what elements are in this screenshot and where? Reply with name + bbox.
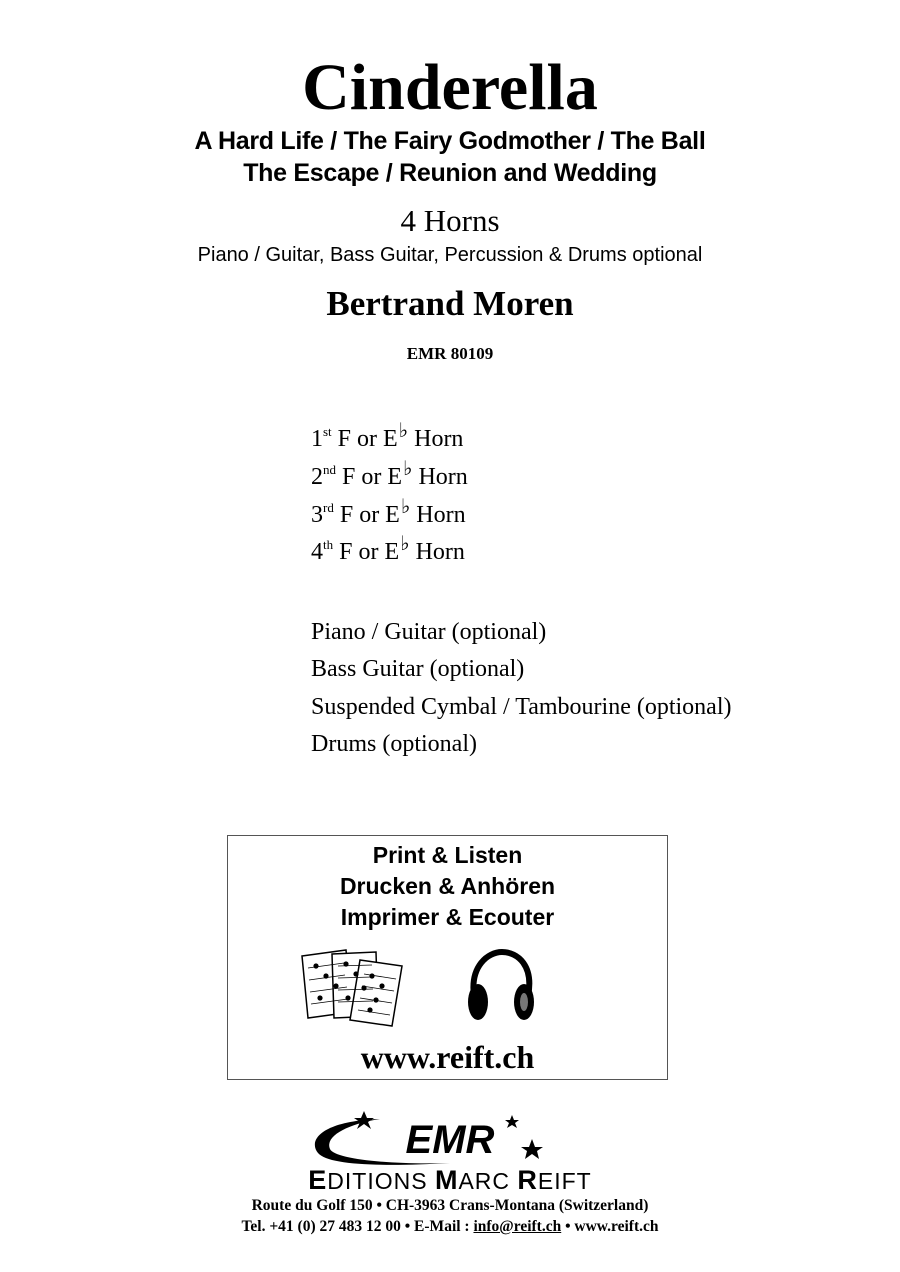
promo-line-3: Imprimer & Ecouter — [340, 904, 555, 930]
title: Cinderella — [302, 51, 598, 124]
part-instrument: Horn — [416, 502, 466, 528]
email-link[interactable]: info@reift.ch — [473, 1218, 562, 1235]
part-instrument: Horn — [414, 426, 464, 452]
part-ordinal: rd — [323, 500, 334, 515]
part-key: F or E — [342, 464, 402, 490]
promo-line-1: Print & Listen — [372, 842, 523, 868]
part-2 — [311, 458, 468, 492]
part-key: F or E — [339, 539, 400, 565]
emr-logo — [300, 1107, 600, 1169]
optional-part-1: Piano / Guitar (optional) — [311, 619, 547, 645]
part-key: F or E — [339, 502, 400, 528]
promo-url[interactable]: www.reift.ch — [360, 1039, 535, 1075]
catalog-number: EMR 80109 — [406, 344, 494, 363]
website-link[interactable]: • www.reift.ch — [561, 1218, 659, 1235]
headphones-icon — [464, 946, 538, 1028]
promo-line-2: Drucken & Anhören — [339, 873, 556, 899]
part-ordinal: st — [323, 424, 332, 439]
emr-logo-text: EMR — [405, 1118, 495, 1162]
part-instrument: Horn — [415, 539, 465, 565]
print-listen-box — [227, 835, 668, 1080]
sheet-music-icon — [300, 946, 412, 1028]
optional-part-4: Drums (optional) — [311, 731, 477, 757]
flat-symbol: ♭ — [398, 420, 409, 442]
part-ordinal: th — [323, 537, 334, 552]
part-number: 3 — [311, 502, 323, 528]
part-instrument: Horn — [418, 464, 468, 490]
part-key: F or E — [337, 426, 398, 452]
part-1 — [311, 420, 464, 454]
movements-line-1: A Hard Life / The Fairy Godmother / The Ball — [194, 127, 706, 155]
flat-symbol: ♭ — [403, 458, 413, 480]
optional-part-2: Bass Guitar (optional) — [311, 656, 525, 682]
composer: Bertrand Moren — [326, 284, 574, 323]
flat-symbol: ♭ — [400, 496, 411, 518]
part-ordinal: nd — [323, 462, 336, 477]
optional-part-3: Suspended Cymbal / Tambourine (optional) — [311, 694, 732, 720]
movements-line-2: The Escape / Reunion and Wedding — [243, 159, 657, 187]
part-number: 1 — [311, 426, 323, 452]
flat-symbol: ♭ — [400, 533, 410, 555]
part-3 — [311, 496, 466, 530]
publisher-address: Route du Golf 150 • CH-3963 Crans-Montana (Switzerland) — [251, 1197, 649, 1214]
optional-instruments: Piano / Guitar, Bass Guitar, Percussion & Drums optional — [197, 244, 703, 266]
ensemble: 4 Horns — [400, 203, 500, 238]
telephone: Tel. +41 (0) 27 483 12 00 • E-Mail : — [241, 1218, 474, 1235]
publisher-name: EDITIONS MARC REIFT — [308, 1165, 592, 1195]
part-4 — [311, 533, 465, 567]
part-number: 4 — [311, 539, 323, 565]
publisher-contact — [0, 1217, 900, 1237]
part-number: 2 — [311, 464, 323, 490]
